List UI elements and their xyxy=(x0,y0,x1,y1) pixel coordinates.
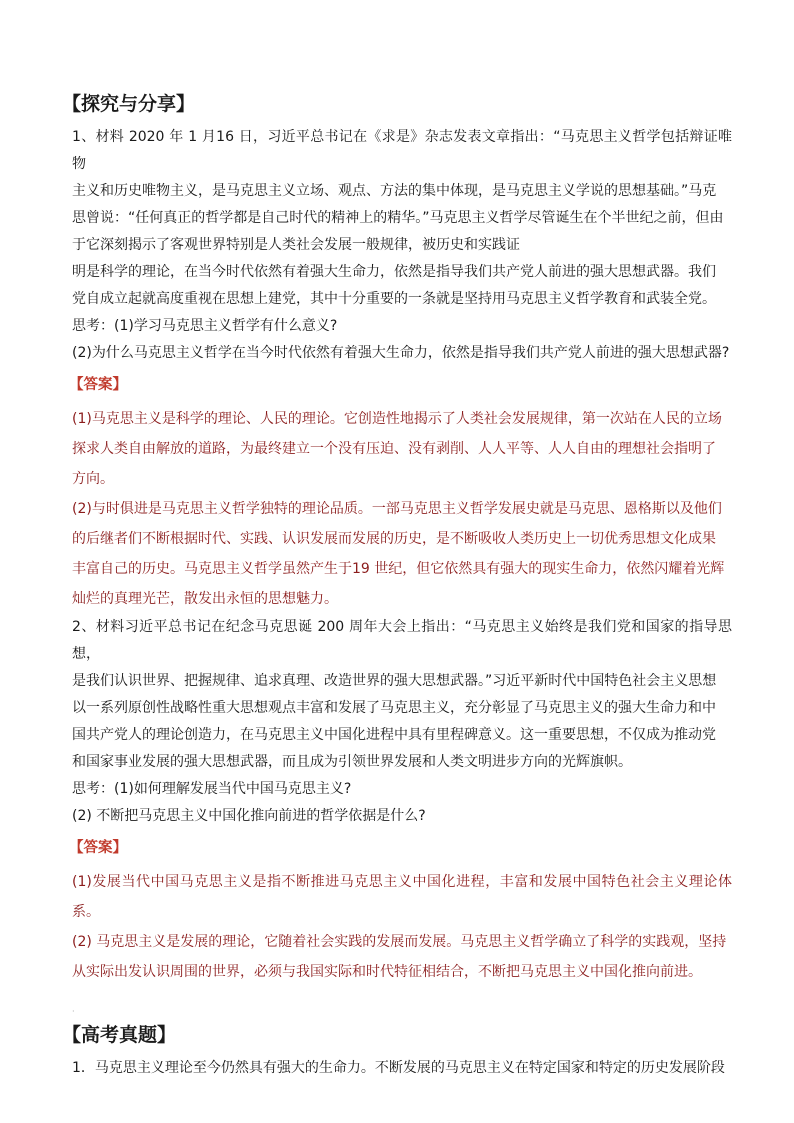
q1-answer-line: (1)马克思主义是科学的理论、人民的理论。它创造性地揭示了人类社会发展规律，第一次站在人民的立场 xyxy=(72,411,722,427)
q1-answer-label: 【答案】 xyxy=(69,377,127,393)
q1-answer-line: 方向。 xyxy=(72,471,114,487)
q2-answer xyxy=(72,867,732,987)
q2-material-line: 和国家事业发展的强大思想武器，而且成为引领世界发展和人类文明进步方向的光辉旗帜。 xyxy=(72,754,632,770)
q1-answer-line: (2)与时俱进是马克思主义哲学独特的理论品质。一部马克思主义哲学发展史就是马克思、恩格斯以及他们 xyxy=(72,501,722,517)
q2-material-line: 国共产党人的理论创造力，在马克思主义中国化进程中具有里程碑意义。这一重要思想，不仅成为推动党 xyxy=(72,727,716,743)
q1-answer-line: 探求人类自由解放的道路，为最终建立一个没有压迫、没有剥削、人人平等、人人自由的理想社会指明了 xyxy=(72,441,716,457)
q1-material xyxy=(72,124,732,313)
q1-answer-line: 丰富自己的历史。马克思主义哲学虽然产生于19 世纪，但它依然具有强大的现实生命力，依然闪耀着光辉 xyxy=(72,561,725,577)
q2-think-1: 思考：(1)如何理解发展当代中国马克思主义? xyxy=(72,781,352,797)
q1-material-line: 明是科学的理论，在当今时代依然有着强大生命力，依然是指导我们共产党人前进的强大思想武器。我们 xyxy=(72,264,716,280)
section-title-explore: 【探究与分享】 xyxy=(62,93,196,115)
exam-question-1: 1．马克思主义理论至今仍然具有强大的生命力。不断发展的马克思主义在特定国家和特定的历史发展阶段 xyxy=(72,1060,725,1076)
q1-material-line: 思曾说：“任何真正的哲学都是自己时代的精神上的精华。”马克思主义哲学尽管诞生在个半世纪之前，但由 xyxy=(72,210,724,226)
q1-answer-line: 灿烂的真理光芒，散发出永恒的思想魅力。 xyxy=(72,591,338,607)
q2-material xyxy=(72,614,732,776)
q2-answer-label: 【答案】 xyxy=(69,840,127,856)
q1-answer xyxy=(72,404,732,614)
q2-think-2: (2) 不断把马克思主义中国化推向前进的哲学依据是什么? xyxy=(72,808,426,824)
q1-answer-line: 的后继者们不断根据时代、实践、认识发展而发展的历史，是不断吸收人类历史上一切优秀思想文化成果 xyxy=(72,531,716,547)
q1-material-line: 于它深刻揭示了客观世界特别是人类社会发展一般规律，被历史和实践证 xyxy=(72,237,520,253)
q2-material-line: 是我们认识世界、把握规律、追求真理、改造世界的强大思想武器。”习近平新时代中国特色社会主义思想 xyxy=(72,673,717,689)
q2-material-line: 2、材料习近平总书记在纪念马克思诞 200 周年大会上指出：“马克思主义始终是我们党和国家的指导思想， xyxy=(72,619,732,662)
section-divider-dot: · xyxy=(72,1007,75,1016)
section-title-exam: 【高考真题】 xyxy=(62,1024,177,1046)
q2-answer-line: (2) 马克思主义是发展的理论，它随着社会实践的发展而发展。马克思主义哲学确立了科学的实践观，坚持 xyxy=(72,934,727,950)
document-page xyxy=(62,92,732,1082)
q1-material-line: 1、材料 2020 年 1 月16 日，习近平总书记在《求是》杂志发表文章指出：“马克思主义哲学包括辩证唯物 xyxy=(72,129,732,172)
q1-think-1: 思考：(1)学习马克思主义哲学有什么意义? xyxy=(72,318,338,334)
q1-material-line: 党自成立起就高度重视在思想上建党，其中十分重要的一条就是坚持用马克思主义哲学教育和武装全党。 xyxy=(72,291,716,307)
q2-answer-line: 从实际出发认识周围的世界，必须与我国实际和时代特征相结合，不断把马克思主义中国化推向前进。 xyxy=(72,964,702,980)
q1-think-2: (2)为什么马克思主义哲学在当今时代依然有着强大生命力，依然是指导我们共产党人前进的强大思想武器? xyxy=(72,345,730,361)
q2-material-line: 以一系列原创性战略性重大思想观点丰富和发展了马克思主义，充分彰显了马克思主义的强大生命力和中 xyxy=(72,700,716,716)
q2-answer-line: (1)发展当代中国马克思主义是指不断推进马克思主义中国化进程，丰富和发展中国特色社会主义理论体系。 xyxy=(72,874,732,920)
q1-material-line: 主义和历史唯物主义，是马克思主义立场、观点、方法的集中体现，是马克思主义学说的思想基础。”马克 xyxy=(72,183,717,199)
